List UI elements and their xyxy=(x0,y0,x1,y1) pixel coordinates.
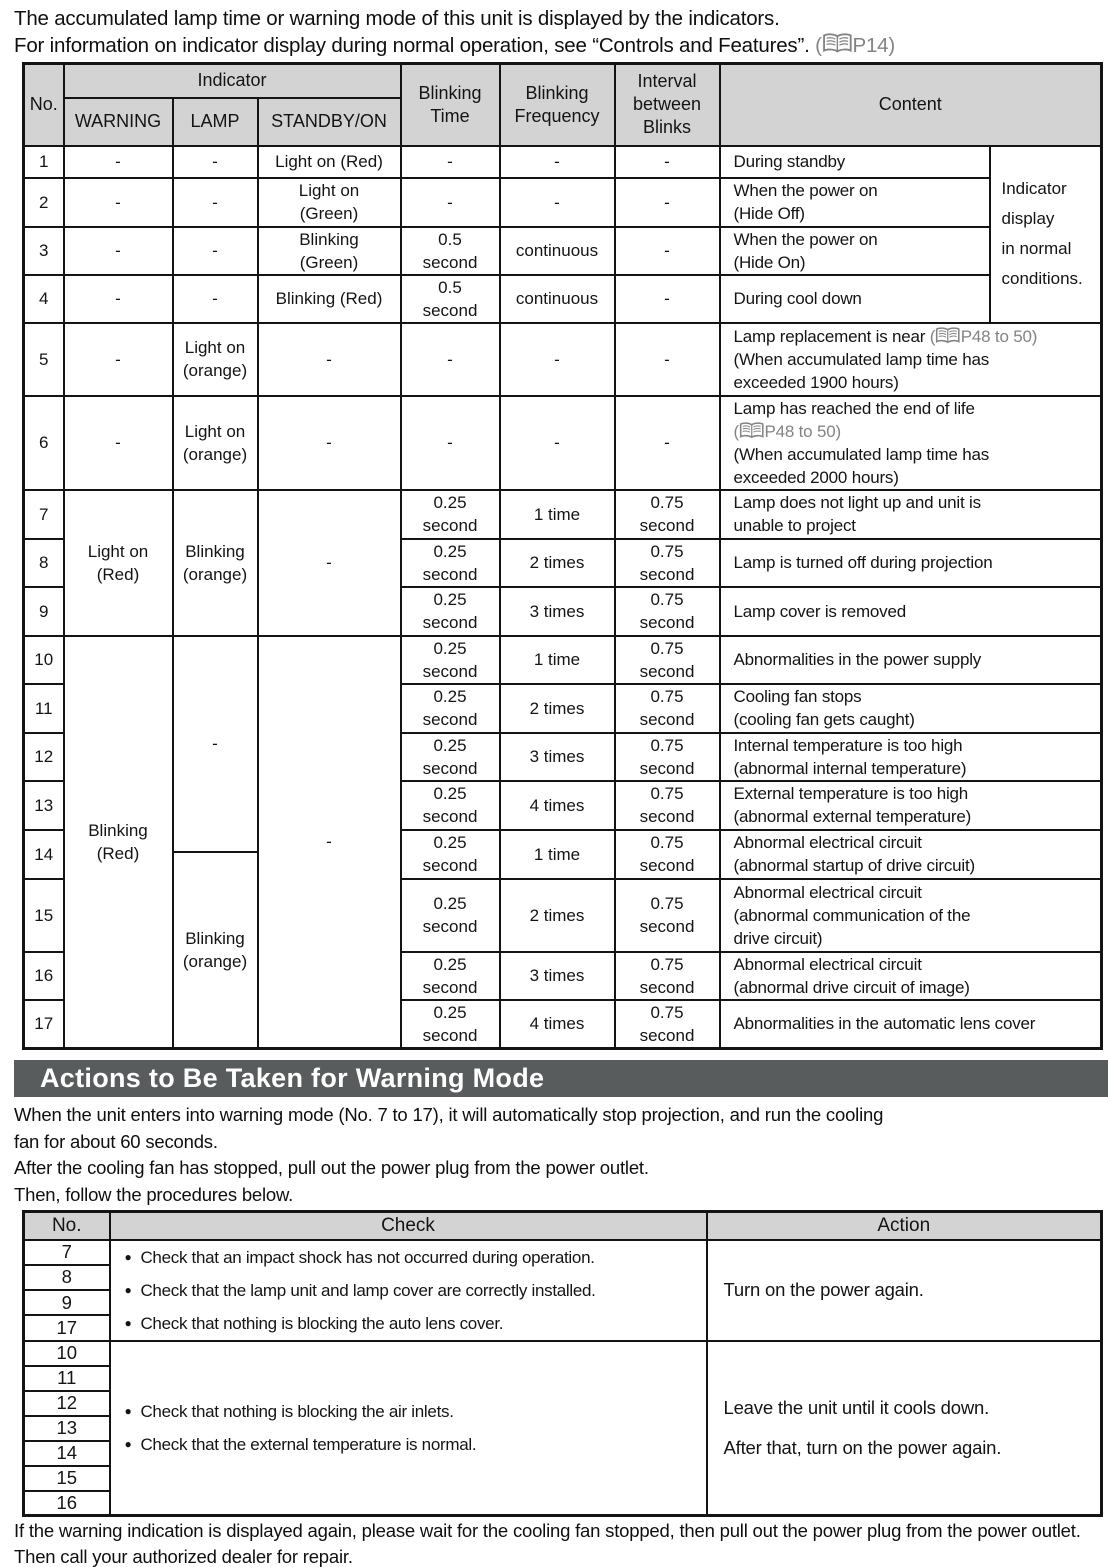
section-header xyxy=(14,1060,1108,1097)
table-cell: 2 times xyxy=(500,684,615,733)
intro-line-1: The accumulated lamp time or warning mode of this unit is displayed by the indicators. xyxy=(14,7,780,30)
table-cell: - xyxy=(258,490,401,636)
table-cell: 2 xyxy=(24,178,64,227)
row-number-cell: 8 xyxy=(24,1265,110,1290)
table-cell: Blinking (Red) xyxy=(258,275,401,323)
table-cell: 10 xyxy=(24,636,64,684)
bullet-icon: ● xyxy=(124,1249,132,1264)
table-cell: - xyxy=(64,275,173,323)
table-cell: continuous xyxy=(500,275,615,323)
intro-line-2: For information on indicator display during normal operation, see “Controls and Features”. ( P14) xyxy=(14,33,895,57)
table-cell: Lamp does not light up and unit is unable to project xyxy=(720,490,1102,539)
column-header: Blinking Frequency xyxy=(500,64,615,146)
table-cell: - xyxy=(173,178,258,227)
table-cell: 11 xyxy=(24,684,64,733)
table-cell: 0.25 second xyxy=(401,684,500,733)
table-row xyxy=(24,636,1102,684)
table-cell: 5 xyxy=(24,323,64,396)
table-cell: 0.25 second xyxy=(401,879,500,952)
table-cell: continuous xyxy=(500,227,615,275)
table-cell: 0.75 second xyxy=(615,490,720,539)
table-cell: Lamp has reached the end of life ( P48 to 50) (When accumulated lamp time has exceeded 2000 hours) xyxy=(720,396,1102,490)
table-cell: External temperature is too high (abnormal external temperature) xyxy=(720,781,1102,830)
text-line: When the unit enters into warning mode (No. 7 to 17), it will automatically stop projection, and run the cooling xyxy=(14,1104,884,1125)
table-cell: - xyxy=(64,227,173,275)
table-cell: Blinking (orange) xyxy=(182,928,248,971)
table-cell: 0.75 second xyxy=(615,952,720,1000)
table-cell: 3 xyxy=(24,227,64,275)
table-cell: 4 xyxy=(24,275,64,323)
text-line: After the cooling fan has stopped, pull out the power plug from the power outlet. xyxy=(14,1157,649,1178)
table-cell: Abnormal electrical circuit (abnormal drive circuit of image) xyxy=(720,952,1102,1000)
table-cell: - xyxy=(615,227,720,275)
page-reference: ( P48 to 50) xyxy=(929,326,1038,346)
table-cell: Light on (Green) xyxy=(258,178,401,227)
table-cell: 1 time xyxy=(500,490,615,539)
row-number-cell: 12 xyxy=(24,1391,110,1416)
row-number-cell: 7 xyxy=(24,1240,110,1265)
column-header: WARNING xyxy=(64,98,173,146)
book-icon xyxy=(822,33,853,54)
table-cell: 0.25 second xyxy=(401,781,500,830)
header-row xyxy=(24,1212,1102,1240)
table-cell: 7 xyxy=(24,490,64,539)
text-line: If the warning indication is displayed again, please wait for the cooling fan stopped, then pull out the power plug from the power outlet. xyxy=(14,1520,1081,1541)
table-cell: Lamp is turned off during projection xyxy=(720,539,1102,587)
table-cell: - xyxy=(615,275,720,323)
action-text: Leave the unit until it cools down. xyxy=(723,1396,990,1418)
lamp-split-cell xyxy=(173,636,258,1049)
table-cell: Light on (orange) xyxy=(173,396,258,490)
column-header: Check xyxy=(110,1212,707,1240)
table-cell: Lamp cover is removed xyxy=(720,587,1102,636)
table-cell: - xyxy=(64,323,173,396)
table-cell: 12 xyxy=(24,733,64,781)
action-text: After that, turn on the power again. xyxy=(723,1436,1002,1458)
row-number-cell: 11 xyxy=(24,1366,110,1391)
table-cell: - xyxy=(401,178,500,227)
check-cell xyxy=(110,1341,707,1516)
table-cell: 1 xyxy=(24,146,64,178)
table-cell: - xyxy=(173,275,258,323)
table-cell: - xyxy=(64,178,173,227)
table-cell: - xyxy=(258,636,401,1049)
row-number-cell: 16 xyxy=(24,1491,110,1516)
table-cell: 1 time xyxy=(500,636,615,684)
table-cell: 3 times xyxy=(500,733,615,781)
table-cell: 0.25 second xyxy=(401,490,500,539)
bullet-icon: ● xyxy=(124,1403,132,1418)
check-item: ● Check that an impact shock has not occurred during operation. xyxy=(124,1247,595,1267)
table-cell: 0.75 second xyxy=(615,539,720,587)
table-cell: - xyxy=(401,396,500,490)
check-action-table xyxy=(22,1210,1103,1517)
table-cell: - xyxy=(500,396,615,490)
table-cell: Light on (Red) xyxy=(64,490,173,636)
column-header: No. xyxy=(24,64,64,146)
footer-note xyxy=(14,1518,1081,1567)
table-cell: 0.75 second xyxy=(615,587,720,636)
table-cell: 3 times xyxy=(500,587,615,636)
table-cell: - xyxy=(401,146,500,178)
table-cell: 0.75 second xyxy=(615,781,720,830)
table-cell: 0.25 second xyxy=(401,587,500,636)
page-reference: ( P48 to 50) xyxy=(733,421,841,441)
action-cell xyxy=(707,1341,1102,1516)
page-reference: ( P14) xyxy=(815,33,895,57)
bullet-icon: ● xyxy=(124,1315,132,1330)
table-cell: Light on (Red) xyxy=(258,146,401,178)
table-cell: 13 xyxy=(24,781,64,830)
table-cell: - xyxy=(173,146,258,178)
table-cell: Lamp replacement is near ( P48 to 50) (When accumulated lamp time has exceeded 1900 hours) xyxy=(720,323,1102,396)
table-row xyxy=(24,227,1102,275)
table-cell: When the power on (Hide Off) xyxy=(720,178,990,227)
text-line: fan for about 60 seconds. xyxy=(14,1130,218,1152)
table-cell: 0.5 second xyxy=(401,227,500,275)
text-line: Then call your authorized dealer for repair. xyxy=(14,1546,353,1567)
row-number-cell: 17 xyxy=(24,1315,110,1340)
table-cell: 14 xyxy=(24,830,64,879)
table-row xyxy=(24,1341,1102,1366)
table-cell: - xyxy=(615,396,720,490)
table-cell: During standby xyxy=(720,146,990,178)
check-item: ● Check that nothing is blocking the auto lens cover. xyxy=(124,1313,504,1333)
table-cell: Indicator display in normal conditions. xyxy=(990,146,1102,323)
check-item: ● Check that the lamp unit and lamp cover are correctly installed. xyxy=(124,1280,596,1300)
row-number-cell: 14 xyxy=(24,1441,110,1466)
table-cell: 2 times xyxy=(500,539,615,587)
table-cell: 0.75 second xyxy=(615,830,720,879)
book-icon xyxy=(739,422,765,439)
intro-text xyxy=(14,6,895,59)
table-cell: 0.25 second xyxy=(401,636,500,684)
table-cell: - xyxy=(174,637,257,853)
table-cell: - xyxy=(401,323,500,396)
table-cell: When the power on (Hide On) xyxy=(720,227,990,275)
table-cell: - xyxy=(615,178,720,227)
table-cell: - xyxy=(173,227,258,275)
table-row xyxy=(24,396,1102,490)
table-cell: 0.75 second xyxy=(615,1000,720,1049)
table-cell: - xyxy=(258,396,401,490)
column-header: Indicator xyxy=(64,64,401,98)
table-cell: 4 times xyxy=(500,1000,615,1049)
table-cell: 6 xyxy=(24,396,64,490)
table-cell: 0.25 second xyxy=(401,952,500,1000)
table-cell: 8 xyxy=(24,539,64,587)
table-cell: 0.25 second xyxy=(401,830,500,879)
check-cell xyxy=(110,1240,707,1341)
table-cell: 0.75 second xyxy=(615,879,720,952)
table-cell: 0.75 second xyxy=(615,733,720,781)
table-cell: - xyxy=(500,323,615,396)
table-cell: Abnormal electrical circuit (abnormal startup of drive circuit) xyxy=(720,830,1102,879)
warning-mode-description xyxy=(14,1102,883,1208)
column-header: Interval between Blinks xyxy=(615,64,720,146)
table-cell: - xyxy=(500,178,615,227)
column-header: Blinking Time xyxy=(401,64,500,146)
table-cell: 0.75 second xyxy=(615,636,720,684)
table-cell: 0.25 second xyxy=(401,539,500,587)
table-row xyxy=(24,146,1102,178)
table-row xyxy=(24,178,1102,227)
table-cell: Abnormal electrical circuit (abnormal communication of the drive circuit) xyxy=(720,879,1102,952)
indicator-table xyxy=(22,62,1103,1050)
row-number-cell: 9 xyxy=(24,1290,110,1315)
table-cell: Light on (orange) xyxy=(173,323,258,396)
table-cell: Cooling fan stops (cooling fan gets caught) xyxy=(720,684,1102,733)
row-number-cell: 13 xyxy=(24,1416,110,1441)
table-cell: 2 times xyxy=(500,879,615,952)
table-cell: 16 xyxy=(24,952,64,1000)
table-cell: - xyxy=(64,396,173,490)
table-cell: Blinking (Green) xyxy=(258,227,401,275)
table-cell: Blinking (orange) xyxy=(173,490,258,636)
check-item: ● Check that nothing is blocking the air inlets. xyxy=(124,1401,454,1421)
table-cell: Abnormalities in the automatic lens cover xyxy=(720,1000,1102,1049)
action-text: Turn on the power again. xyxy=(723,1279,924,1300)
row-number-cell: 10 xyxy=(24,1341,110,1366)
table-row xyxy=(24,323,1102,396)
bullet-icon: ● xyxy=(124,1436,132,1451)
table-cell: 15 xyxy=(24,879,64,952)
column-header: No. xyxy=(24,1212,110,1240)
table-row xyxy=(24,1240,1102,1265)
table-cell: 4 times xyxy=(500,781,615,830)
column-header: Action xyxy=(707,1212,1102,1240)
action-cell xyxy=(707,1240,1102,1341)
row-number-cell: 15 xyxy=(24,1466,110,1491)
section-header-label: Actions to Be Taken for Warning Mode xyxy=(40,1063,545,1093)
table-cell: - xyxy=(615,323,720,396)
column-header: Content xyxy=(720,64,1102,146)
table-cell: 0.25 second xyxy=(401,1000,500,1049)
table-cell: 1 time xyxy=(500,830,615,879)
table-cell: Abnormalities in the power supply xyxy=(720,636,1102,684)
table-row xyxy=(24,490,1102,539)
table-cell: - xyxy=(500,146,615,178)
table-cell: 3 times xyxy=(500,952,615,1000)
header-row xyxy=(24,64,1102,98)
table-cell: 0.75 second xyxy=(615,684,720,733)
table-cell: 0.5 second xyxy=(401,275,500,323)
text-line: Then, follow the procedures below. xyxy=(14,1183,294,1205)
table-cell: Internal temperature is too high (abnormal internal temperature) xyxy=(720,733,1102,781)
column-header: LAMP xyxy=(173,98,258,146)
table-cell: - xyxy=(615,146,720,178)
table-cell: Blinking (Red) xyxy=(64,636,173,1049)
table-cell: - xyxy=(258,323,401,396)
table-cell: 0.25 second xyxy=(401,733,500,781)
bullet-icon: ● xyxy=(124,1282,132,1297)
table-cell: 9 xyxy=(24,587,64,636)
table-cell: During cool down xyxy=(720,275,990,323)
table-cell: - xyxy=(64,146,173,178)
check-item: ● Check that the external temperature is normal. xyxy=(124,1434,477,1454)
table-row xyxy=(24,275,1102,323)
column-header: STANDBY/ON xyxy=(258,98,401,146)
table-cell: 17 xyxy=(24,1000,64,1049)
book-icon xyxy=(935,327,961,344)
